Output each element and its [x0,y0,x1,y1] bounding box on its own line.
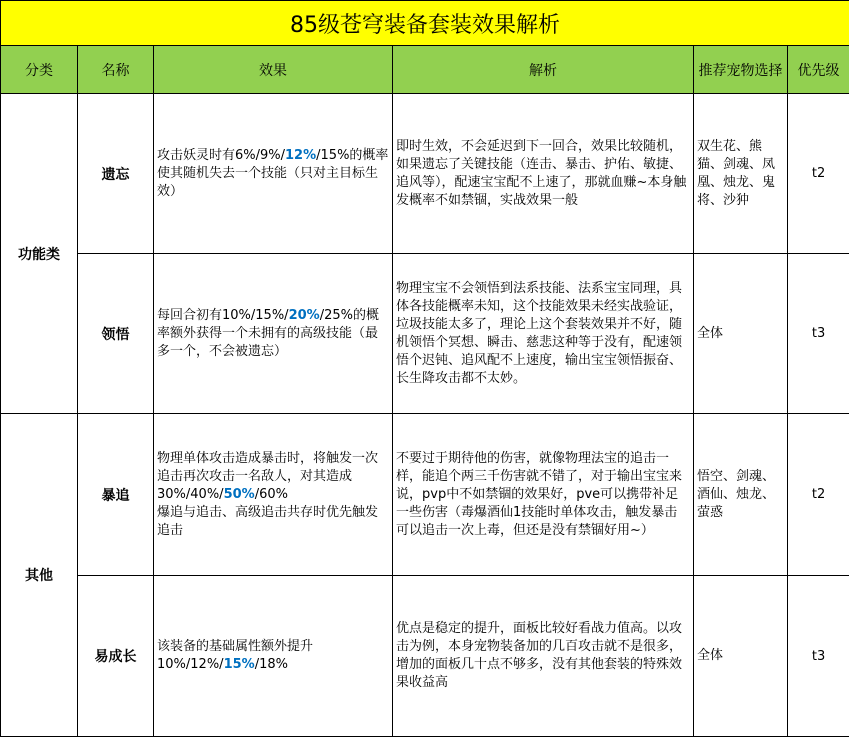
category-cell: 其他 [1,414,78,737]
effect-text: /15%的概率使其随机失去一个技能（只对主目标生效） [157,148,388,199]
set-name: 遗忘 [78,94,154,254]
pets-cell: 双生花、熊猫、剑魂、凤凰、烛龙、鬼将、沙狆 [694,94,788,254]
effect-highlight: 50% [224,487,255,502]
header-category: 分类 [1,46,78,94]
effect-text: 攻击妖灵时有6%/9%/ [157,148,285,163]
header-priority: 优先级 [788,46,849,94]
analysis-cell: 优点是稳定的提升，面板比较好看战力值高。以攻击为例，本身宠物装备加的几百攻击就不是很多，增加的面板几十点不够多，没有其他套装的特殊效果收益高 [393,576,694,737]
pets-cell: 悟空、剑魂、酒仙、烛龙、萤惑 [694,414,788,576]
priority-cell: t3 [788,576,849,737]
effect-highlight: 20% [289,308,320,323]
header-pets: 推荐宠物选择 [694,46,788,94]
analysis-cell: 物理宝宝不会领悟到法系技能、法系宝宝同理，具体各技能概率未知，这个技能效果未经实战验证，垃圾技能太多了，理论上这个套装效果并不好，随机领悟个冥想、瞬击、慈悲这种等于没有，配速领悟个迟钝、追风配不上速度，输出宝宝领悟振奋、长生降攻击都不太妙。 [393,254,694,414]
header-analysis: 解析 [393,46,694,94]
category-cell: 功能类 [1,94,78,414]
page-title: 85级苍穹装备套装效果解析 [1,1,849,46]
effect-cell [154,576,393,737]
set-name: 领悟 [78,254,154,414]
priority-cell: t2 [788,414,849,576]
set-name: 暴追 [78,414,154,576]
effect-cell [154,414,393,576]
effect-text: 物理单体攻击造成暴击时，将触发一次追击再次攻击一名敌人，对其造成30%/40%/ [157,451,378,502]
analysis-cell: 不要过于期待他的伤害，就像物理法宝的追击一样，能追个两三千伤害就不错了，对于输出宝宝来说，pvp中不如禁锢的效果好，pve可以携带补足一些伤害（毒爆酒仙1技能时单体攻击，触发暴击可以追击一次上毒，但还是没有禁锢好用~） [393,414,694,576]
pets-cell: 全体 [694,254,788,414]
header-row [1,46,849,94]
table-row [1,94,849,254]
effect-text: /60% [255,487,288,502]
effect-cell [154,254,393,414]
effect-extra: 爆追与追击、高级追击共存时优先触发追击 [157,505,378,538]
table-row [1,576,849,737]
header-effect: 效果 [154,46,393,94]
analysis-cell: 即时生效，不会延迟到下一回合，效果比较随机，如果遗忘了关键技能（连击、暴击、护佑、敏捷、追风等），配速宝宝配不上速了，那就血赚~本身触发概率不如禁锢，实战效果一般 [393,94,694,254]
effect-text: /18% [255,657,288,672]
priority-cell: t3 [788,254,849,414]
effect-highlight: 15% [224,657,255,672]
priority-cell: t2 [788,94,849,254]
effect-text: /25%的概率额外获得一个未拥有的高级技能（最多一个，不会被遗忘） [157,308,379,359]
header-name: 名称 [78,46,154,94]
table-row [1,414,849,576]
table-row [1,254,849,414]
set-name: 易成长 [78,576,154,737]
effect-highlight: 12% [285,148,316,163]
effect-cell [154,94,393,254]
effect-text: 每回合初有10%/15%/ [157,308,289,323]
effect-text: 该装备的基础属性额外提升10%/12%/ [157,639,313,672]
pets-cell: 全体 [694,576,788,737]
